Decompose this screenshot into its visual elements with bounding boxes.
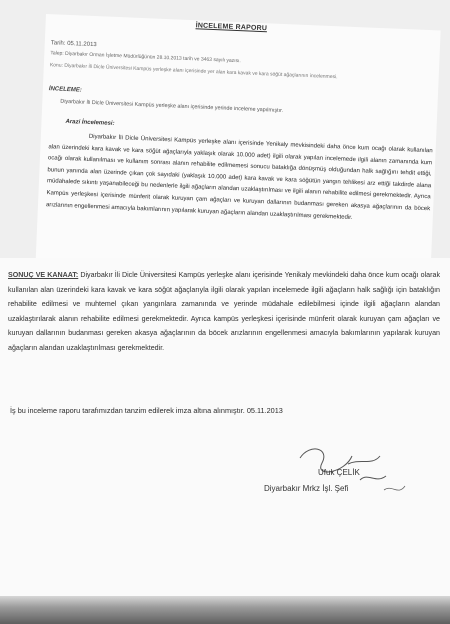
sonuc-text: Diyarbakır İli Dicle Üniversitesi Kampüs yerleşke alanı içerisinde Yenikaly mevkindeki daha önce kum ocağı olarak kullanılan alan üzerindeki kara kavak ve kara söğüt ağaçlarıyla ilgili olarak yapılan incelemede ilgili ağaçların halk sağlığı için bataklığın rehabilite edilmesi ve muhtemel çıkan yangınlara zamanında ve yerinde müdahale edilebilmesi içinde ilgili ağaçların alandan uzaklaştırılarak alanın rehabilite edilmesi gerekmektedir. Ayrıca kampüs yerleşkesi içerisinde münferit olarak kuruyan çam ağaçları ve kuruyan dallarının budanması gereken akasya ağaçlarının da böcek arızlarının engellenmesi amacıyla bakımlarının yapılarak kuruyan ağaçların alandan uzaklaştırılması gerekmektedir. xyxy=(8,271,440,352)
subject-line: Konu: Diyarbakır İli Dicle Üniversitesi Kampüs yerleşke alanı içerisinde yer alan kara kavak ve kara söğüt ağaçlarının incelenmesi. xyxy=(49,62,338,81)
report-bottom-sheet xyxy=(0,258,450,603)
inceleme-paragraph: Diyarbakır İli Dicle Üniversitesi Kampüs yerleşke alanı içerisinde yerinde inceleme yapılmıştır. xyxy=(60,98,284,115)
report-top-sheet xyxy=(36,14,441,275)
arazi-paragraph: Diyarbakır İli Dicle Üniversitesi Kampüs yerleşke alanı içerisinde Yenikaly mevkisindeki daha önce kum ocağı olarak kullanılan alan üzerindeki kara kavak ve kara söğüt ağaçlarıyla yaklaşık olarak 10.000 adet) ilgili olarak yapılan incelemede ilgili alanın zamanında kum ocağı olarak kullanılması ve kullanım sonrası alanın rehabilite edilmemesi sonucu bataklığa dönüşmüş olduğundan halk sağlığını tehdit ettiği, bunun yanında alan üzerinde çıkan çok sayıdaki (yaklaşık 10.000 adet) kara kavak ve kara söğütün yangın tehlikesi arz ettiği takdirde alana müdahalede sıkıntı yaşanabileceği bu nedenlerle ilgili ağaçların alandan uzaklaştırılması ve ilgili alanın rehabilite edilmesi gerekmektedir. Ayrıca Kampüs yerleşkesi içerisinde münferit olarak kuruyan çam ağaçları ve kuruyan dallarının budanması gereken akasya ağaçlarının da böcek arızlarının engellenmesi amacıyla bakımlarının yapılarak kuruyan ağaçların alandan uzaklaştırılması gerekmektedir. xyxy=(45,133,433,221)
signature-scribble xyxy=(0,258,450,603)
arazi-heading: Arazi İncelemesi: xyxy=(65,118,115,127)
signatory-title: Diyarbakır Mrkz İşl. Şefi xyxy=(264,484,349,493)
report-title: İNCELEME RAPORU xyxy=(195,22,268,33)
report-date: Tarih: 05.11.2013 xyxy=(50,40,97,49)
signatory-name: Ufuk ÇELİK xyxy=(318,468,360,477)
sonuc-heading: SONUÇ VE KANAAT: xyxy=(8,271,79,279)
inceleme-heading: İNCELEME: xyxy=(48,86,82,94)
request-line: Talep: Diyarbakır Orman İşletme Müdürlüğünün 28.10.2013 tarih ve 3463 sayılı yazısı. xyxy=(50,50,241,65)
closing-statement: İş bu inceleme raporu tarafımızdan tanzim edilerek imza altına alınmıştır. 05.11.2013 xyxy=(10,406,283,415)
scan-shadow-strip xyxy=(0,596,450,624)
